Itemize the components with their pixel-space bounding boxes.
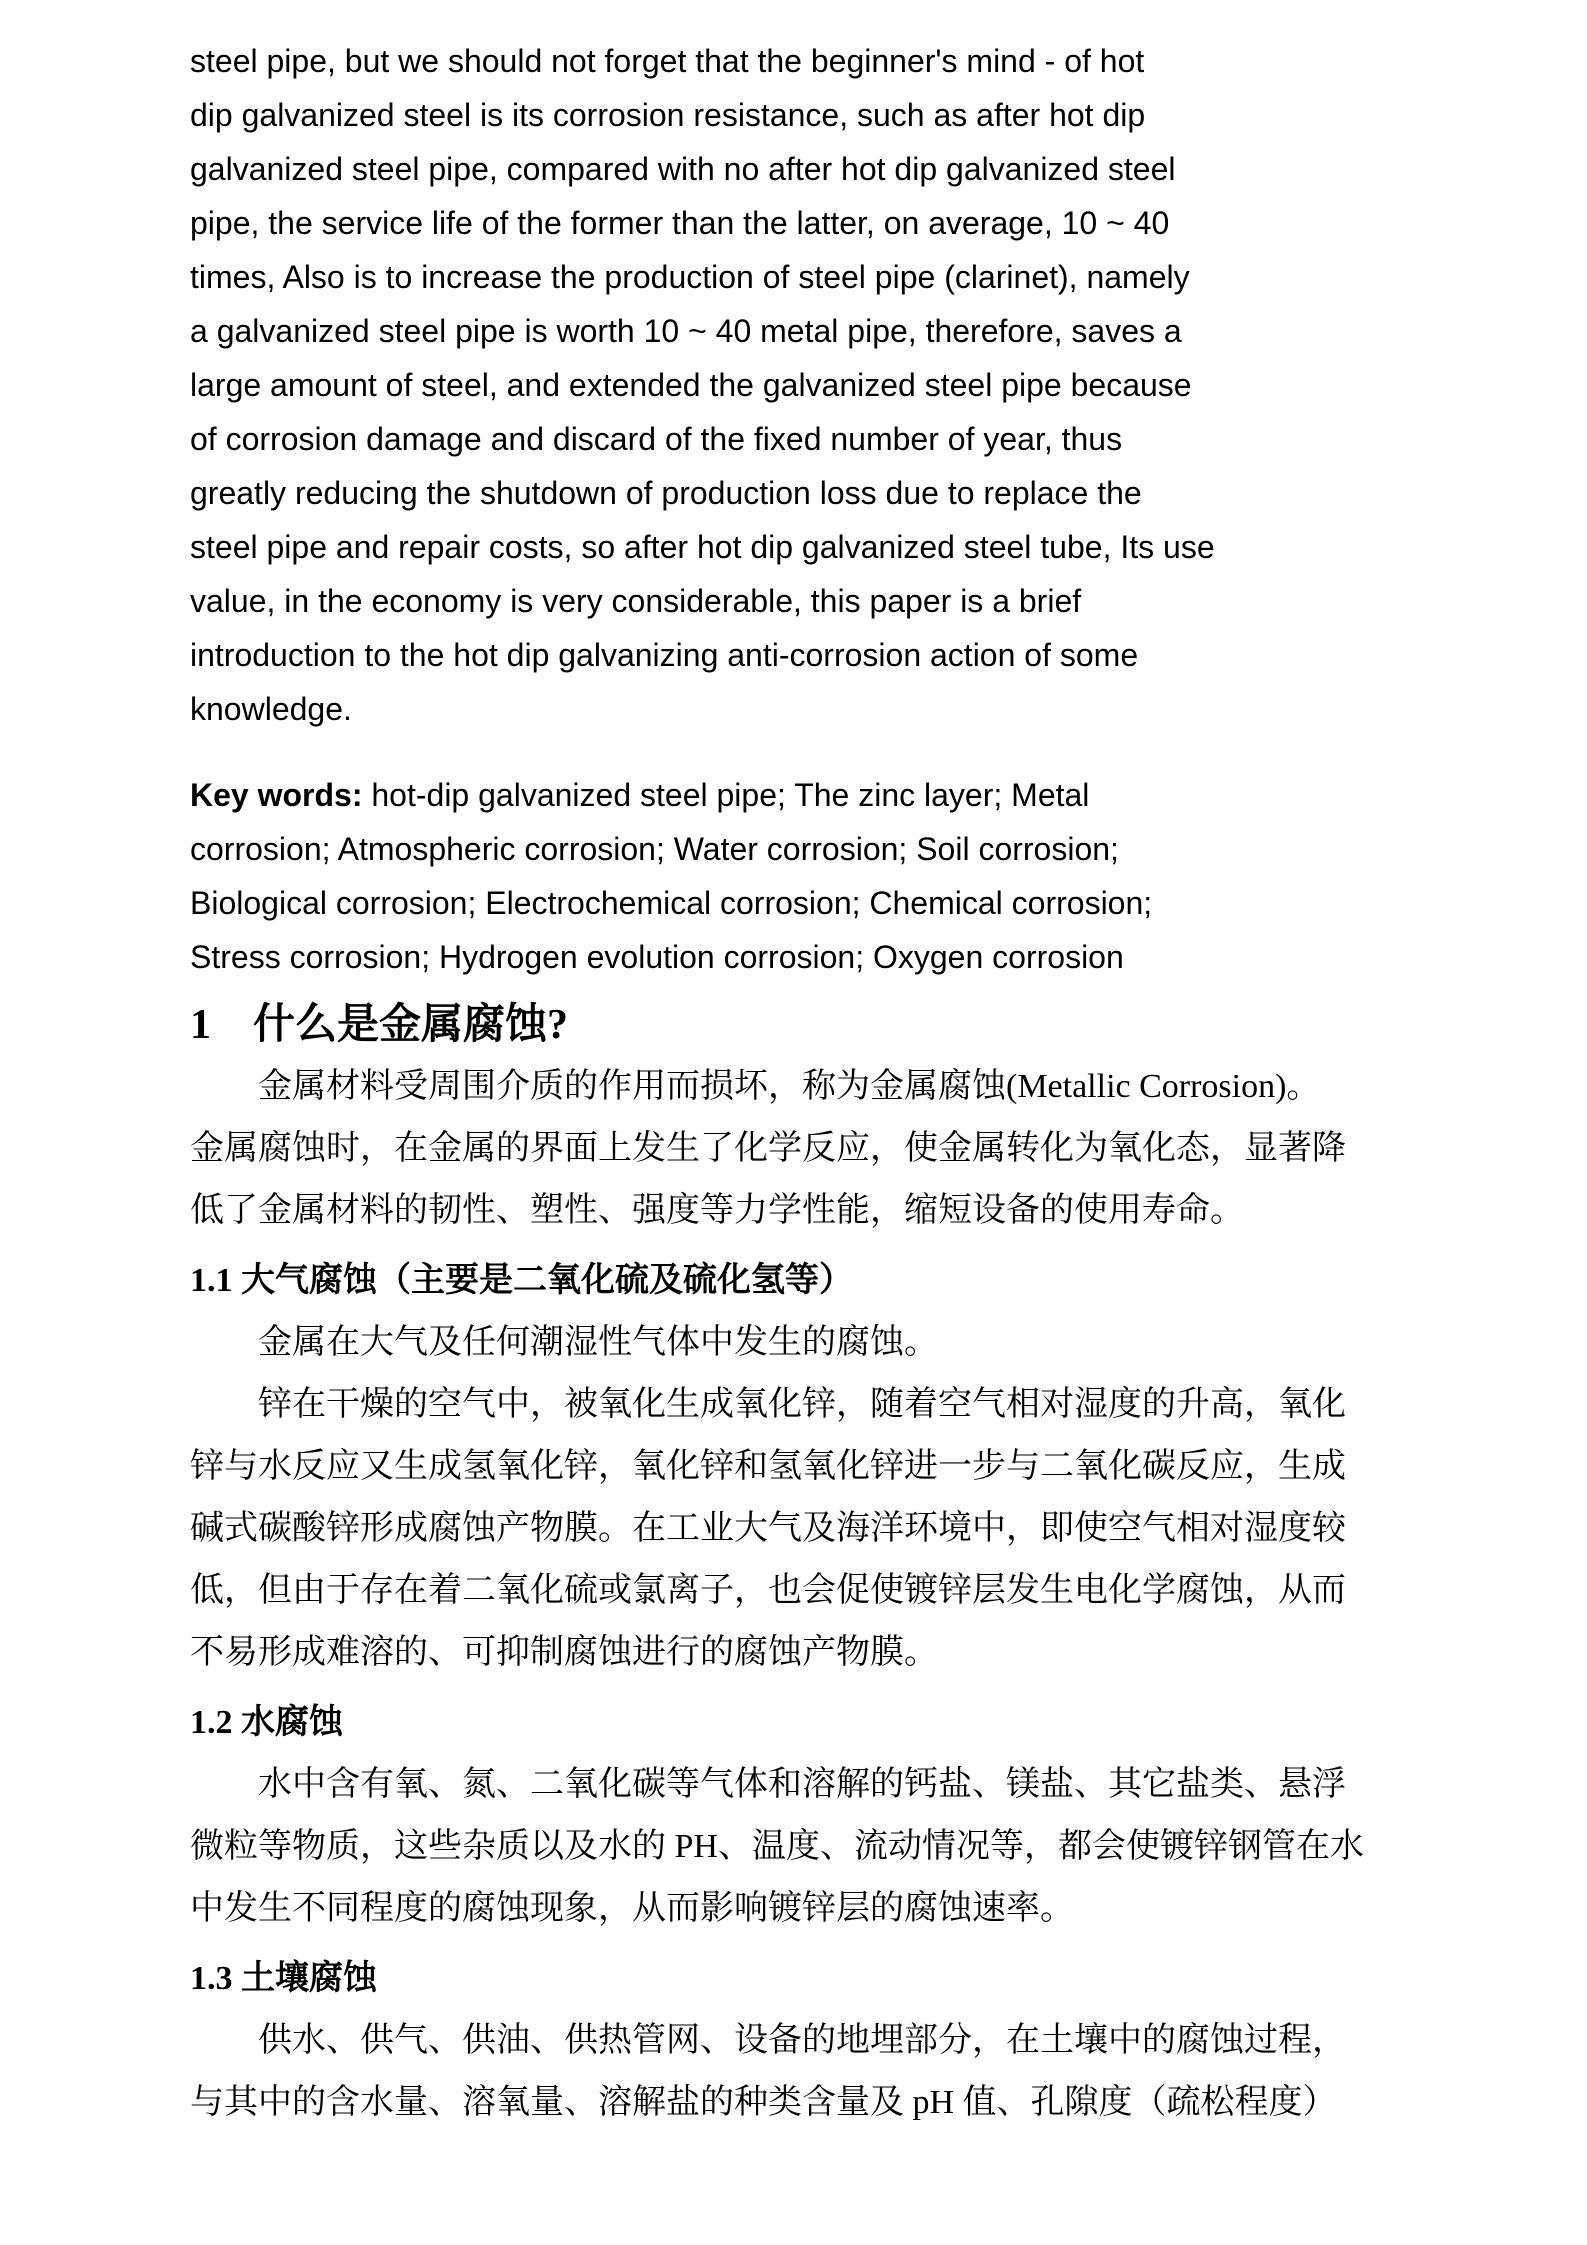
para-line: 与其中的含水量、溶氧量、溶解盐的种类含量及 pH 值、孔隙度（疏松程度） (190, 2084, 1337, 2121)
para-line: 低，但由于存在着二氧化硫或氯离子，也会促使镀锌层发生电化学腐蚀，从而 (190, 1572, 1346, 1609)
abstract-line: knowledge. (190, 691, 352, 727)
para-water-corrosion (190, 1754, 1547, 1940)
para-metal-corrosion (190, 1056, 1547, 1242)
keywords-line (190, 768, 1547, 822)
para-line: 金属在大气及任何潮湿性气体中发生的腐蚀。 (258, 1324, 938, 1361)
abstract-line: times, Also is to increase the production of steel pipe (clarinet), namely (190, 259, 1190, 295)
para-line: 碱式碳酸锌形成腐蚀产物膜。在工业大气及海洋环境中，即使空气相对湿度较 (190, 1510, 1346, 1547)
keywords-line: Biological corrosion; Electrochemical corrosion; Chemical corrosion; (190, 885, 1153, 921)
abstract-line: a galvanized steel pipe is worth 10 ~ 40 metal pipe, therefore, saves a (190, 313, 1182, 349)
para-line: 锌与水反应又生成氢氧化锌，氧化锌和氢氧化锌进一步与二氧化碳反应，生成 (190, 1448, 1346, 1485)
keywords-text: hot-dip galvanized steel pipe; The zinc layer; Metal (362, 777, 1090, 813)
para-line: 金属材料受周围介质的作用而损坏，称为金属腐蚀(Metallic Corrosion)。 (258, 1068, 1321, 1105)
keywords-paragraph (190, 768, 1547, 984)
abstract-line: galvanized steel pipe, compared with no after hot dip galvanized steel (190, 151, 1176, 187)
para-line: 低了金属材料的韧性、塑性、强度等力学性能，缩短设备的使用寿命。 (190, 1192, 1244, 1229)
subsection-1-1-heading: 1.1 大气腐蚀（主要是二氧化硫及硫化氢等） (190, 1262, 853, 1299)
abstract-line: introduction to the hot dip galvanizing anti-corrosion action of some (190, 637, 1139, 673)
subsection-1-3-heading: 1.3 土壤腐蚀 (190, 1960, 377, 1997)
para-line: 金属腐蚀时，在金属的界面上发生了化学反应，使金属转化为氧化态，显著降 (190, 1130, 1346, 1167)
abstract-line: large amount of steel, and extended the galvanized steel pipe because (190, 367, 1192, 403)
section-1-heading: 1 什么是金属腐蚀? (190, 1002, 569, 1048)
abstract-line: steel pipe and repair costs, so after hot dip galvanized steel tube, Its use (190, 529, 1215, 565)
para-zinc-oxidation (190, 1374, 1547, 1684)
para-line: 供水、供气、供油、供热管网、设备的地埋部分，在土壤中的腐蚀过程， (258, 2022, 1346, 2059)
para-line: 中发生不同程度的腐蚀现象，从而影响镀锌层的腐蚀速率。 (190, 1890, 1074, 1927)
para-line: 微粒等物质，这些杂质以及水的 PH、温度、流动情况等，都会使镀锌钢管在水 (190, 1828, 1364, 1865)
para-atmospheric-definition (190, 1312, 1547, 1374)
subsection-1-2-heading: 1.2 水腐蚀 (190, 1704, 343, 1741)
para-line: 不易形成难溶的、可抑制腐蚀进行的腐蚀产物膜。 (190, 1634, 938, 1671)
chinese-body (190, 994, 1547, 2134)
para-line: 锌在干燥的空气中，被氧化生成氧化锌，随着空气相对湿度的升高，氧化 (258, 1386, 1346, 1423)
keywords-line: Stress corrosion; Hydrogen evolution corrosion; Oxygen corrosion (190, 939, 1124, 975)
para-soil-corrosion (190, 2010, 1547, 2134)
abstract-line: steel pipe, but we should not forget that the beginner's mind - of hot (190, 43, 1145, 79)
abstract-line: dip galvanized steel is its corrosion resistance, such as after hot dip (190, 97, 1146, 133)
keywords-line: corrosion; Atmospheric corrosion; Water corrosion; Soil corrosion; (190, 831, 1119, 867)
abstract-line: of corrosion damage and discard of the fixed number of year, thus (190, 421, 1123, 457)
keywords-label: Key words: (190, 777, 363, 813)
para-line: 水中含有氧、氮、二氧化碳等气体和溶解的钙盐、镁盐、其它盐类、悬浮 (258, 1766, 1346, 1803)
abstract-paragraph (190, 34, 1547, 736)
abstract-line: pipe, the service life of the former than the latter, on average, 10 ~ 40 (190, 205, 1170, 241)
abstract-line: value, in the economy is very considerable, this paper is a brief (190, 583, 1082, 619)
abstract-line: greatly reducing the shutdown of production loss due to replace the (190, 475, 1142, 511)
